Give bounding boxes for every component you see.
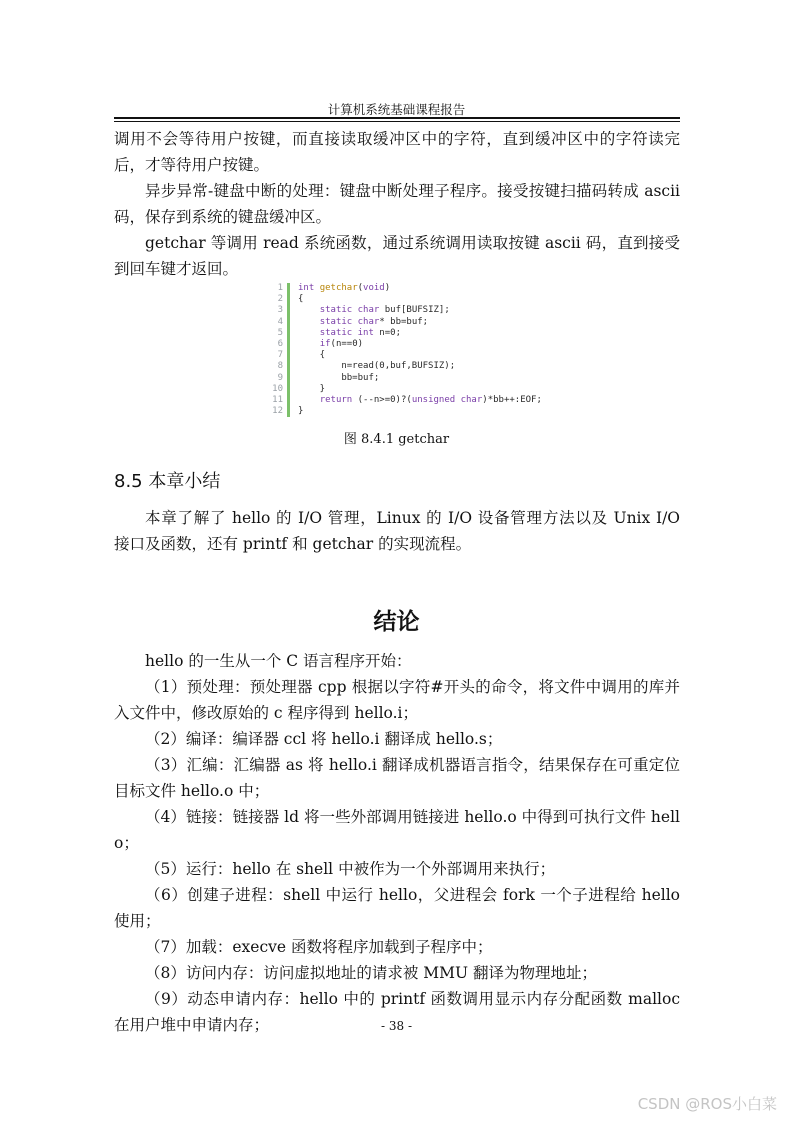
code-text: static char buf[BUFSIZ]; [319, 305, 450, 316]
code-line [265, 339, 565, 350]
code-text: return (--n>=0)?(unsigned char)*bb++:EOF; [319, 394, 542, 405]
code-gutter [287, 283, 290, 294]
line-number: 2 [277, 294, 283, 305]
code-gutter [287, 350, 290, 361]
code-gutter [287, 339, 290, 350]
code-gutter [287, 317, 290, 328]
code-text: } [298, 406, 304, 417]
code-gutter [287, 305, 290, 316]
code-gutter [287, 384, 290, 395]
code-line [265, 406, 565, 417]
code-line [265, 328, 565, 339]
figure-caption: 图 8.4.1 getchar [343, 432, 450, 447]
code-text: } [298, 383, 326, 394]
code-text: bb=buf; [298, 372, 380, 383]
code-line [265, 294, 565, 305]
code-listing [265, 283, 565, 421]
line-number: 3 [277, 305, 283, 316]
code-text: n=read(0,buf,BUFSIZ); [298, 361, 456, 372]
conclusion-item: （6）创建子进程：shell 中运行 hello，父进程会 fork 一个子进程给 hello 使用； [114, 886, 680, 930]
conclusion-intro: hello 的一生从一个 C 语言程序开始： [145, 652, 412, 670]
code-text: { [298, 294, 304, 305]
line-number: 11 [272, 394, 283, 405]
line-number: 10 [272, 383, 283, 394]
conclusion-item: （2）编译：编译器 ccl 将 hello.i 翻译成 hello.s； [145, 730, 503, 748]
conclusion-list [114, 648, 680, 1038]
header-rule-thin [114, 121, 680, 122]
code-gutter [287, 406, 290, 417]
code-line [265, 305, 565, 316]
conclusion-item: （7）加载：execve 函数将程序加载到子程序中； [145, 938, 493, 956]
conclusion-item: （4）链接：链接器 ld 将一些外部调用链接进 hello.o 中得到可执行文件 hello； [114, 808, 680, 852]
conclusion-item: （9）动态申请内存：hello 中的 printf 函数调用显示内存分配函数 malloc 在用户堆中申请内存； [114, 990, 680, 1034]
code-text: int getchar(void) [298, 283, 391, 293]
line-number: 6 [277, 338, 283, 349]
watermark: CSDN @ROS小白菜 [637, 1095, 777, 1113]
code-line [265, 350, 565, 361]
code-text: if(n==0) [319, 338, 364, 349]
line-number: 8 [277, 361, 283, 372]
line-number: 7 [277, 350, 283, 361]
code-line [265, 395, 565, 406]
line-number: 1 [277, 283, 283, 293]
conclusion-item: （8）访问内存：访问虚拟地址的请求被 MMU 翻译为物理地址； [145, 964, 598, 982]
code-gutter [287, 361, 290, 372]
code-line [265, 283, 565, 294]
code-line [265, 373, 565, 384]
line-number: 5 [277, 327, 283, 338]
line-number: 9 [277, 372, 283, 383]
code-text: { [298, 350, 326, 361]
code-gutter [287, 328, 290, 339]
code-gutter [287, 294, 290, 305]
code-gutter [287, 373, 290, 384]
chapter-title: 结论 [373, 609, 420, 635]
header-title: 计算机系统基础课程报告 [327, 102, 466, 117]
section-heading: 8.5 本章小结 [114, 471, 221, 492]
code-line [265, 361, 565, 372]
code-text: static int n=0; [319, 327, 401, 338]
conclusion-item: （3）汇编：汇编器 as 将 hello.i 翻译成机器语言指令，结果保存在可重定位目标文件 hello.o 中； [114, 756, 680, 800]
intro-paragraph-2: 异步异常-键盘中断的处理：键盘中断处理子程序。接受按键扫描码转成 ascii 码，保存到系统的键盘缓冲区。 [114, 182, 680, 226]
intro-paragraph-3: getchar 等调用 read 系统函数，通过系统调用读取按键 ascii 码，直到接受到回车键才返回。 [114, 234, 680, 278]
conclusion-item: （5）运行：hello 在 shell 中被作为一个外部调用来执行； [145, 860, 556, 878]
code-text: static char* bb=buf; [319, 316, 429, 327]
code-gutter [287, 395, 290, 406]
code-line [265, 384, 565, 395]
section-body: 本章了解了 hello 的 I/O 管理，Linux 的 I/O 设备管理方法以及 Unix I/O 接口及函数，还有 printf 和 getchar 的实现流程。 [114, 509, 680, 553]
conclusion-item: （1）预处理：预处理器 cpp 根据以字符#开头的命令，将文件中调用的库并入文件中，修改原始的 c 程序得到 hello.i； [114, 678, 680, 722]
intro-paragraph-1: 调用不会等待用户按键，而直接读取缓冲区中的字符，直到缓冲区中的字符读完后，才等待用户按键。 [114, 130, 680, 174]
header-rule-thick [114, 117, 680, 119]
page-number: - 38 - [380, 1019, 412, 1033]
code-line [265, 317, 565, 328]
line-number: 12 [272, 406, 283, 417]
line-number: 4 [277, 316, 283, 327]
